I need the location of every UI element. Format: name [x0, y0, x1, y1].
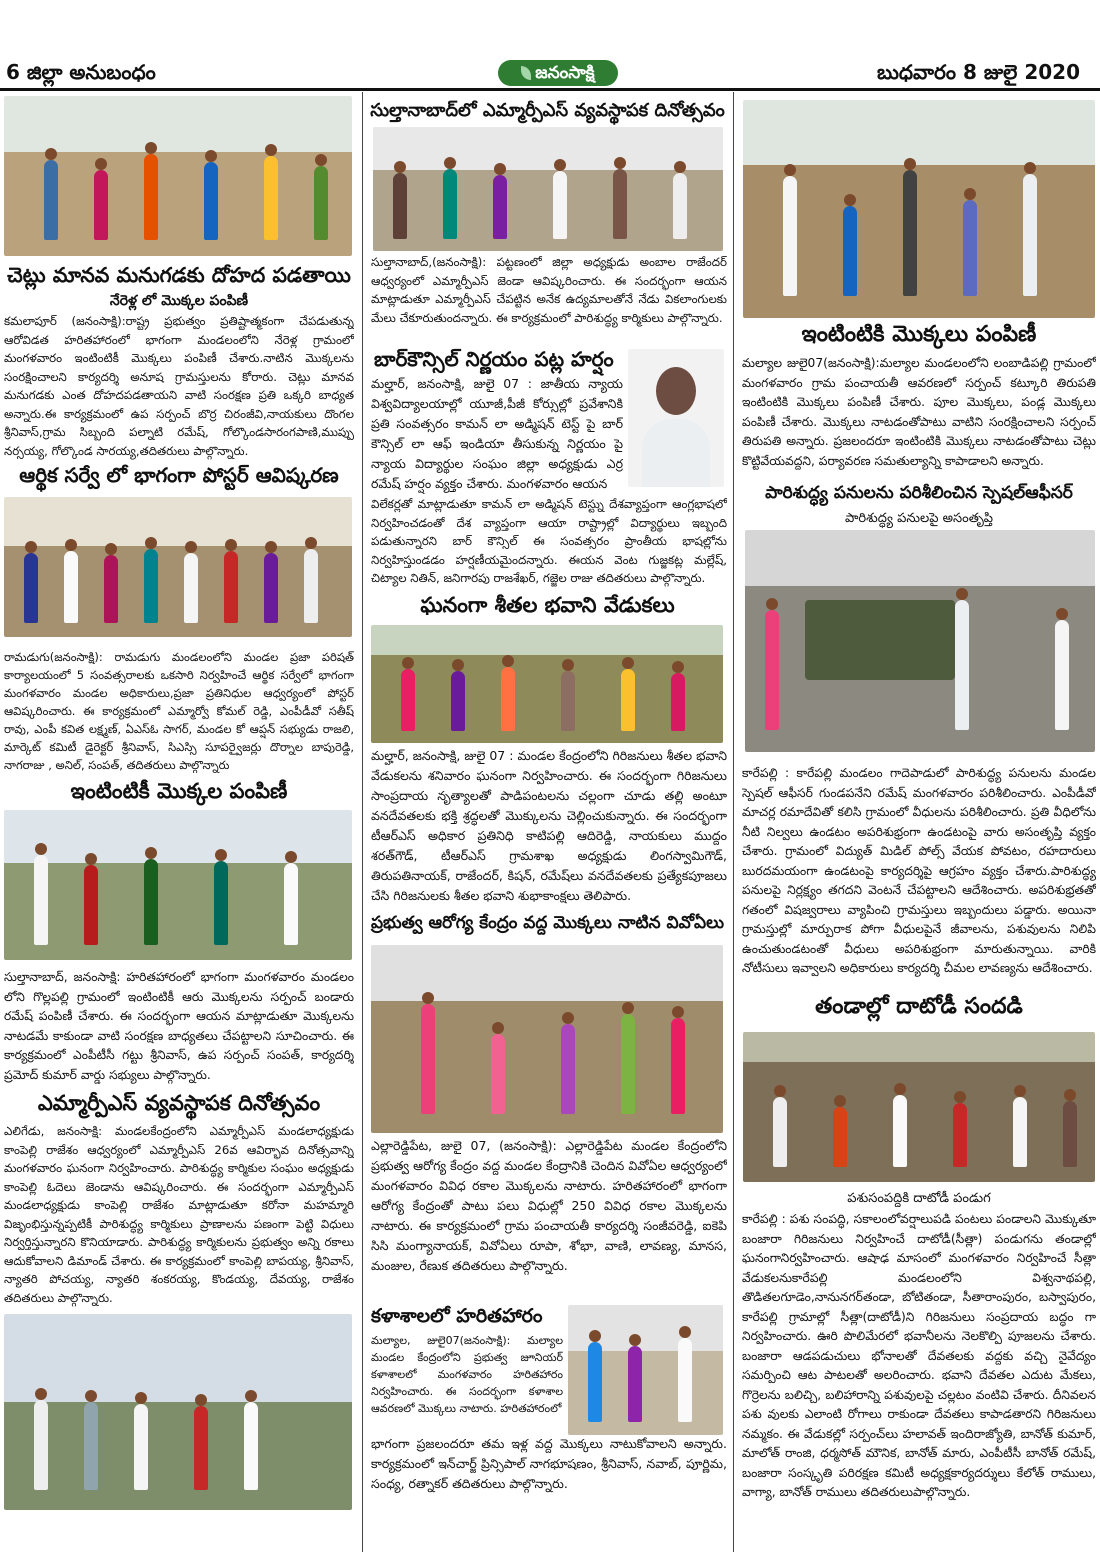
photo-sanitation-inspection	[745, 530, 1095, 752]
headline: సుల్తానాబాద్‌లో ఎమ్మార్పీఎస్ వ్యవస్థాపక దినోత్సవం	[370, 100, 725, 121]
leaf-icon	[521, 66, 531, 80]
photo-saplings-distribution	[743, 100, 1095, 318]
photo-caption: పశుసంపద్దికి దాటోడీ పండుగ	[847, 1191, 991, 1206]
photo-mrps-celebration	[4, 1314, 352, 1510]
headline: ఇంటింటికీ మొక్కల పంపిణీ	[70, 779, 288, 803]
headline: బార్‌కౌన్సిల్ నిర్ణయం పట్ల హర్షం	[374, 347, 614, 371]
photo-sheetala-bhavani	[371, 625, 723, 743]
headline: పారిశుద్ధ్య పనులను పరిశీలించిన స్పెషల్‌ఆఫీసర్	[765, 483, 1073, 503]
photo-poster-release	[4, 497, 352, 637]
masthead	[0, 0, 1100, 92]
newspaper-logo	[498, 60, 618, 86]
photo-college-haritha-haram	[568, 1305, 723, 1435]
headline: చెట్లు మానవ మనుగడకు దోహద పడతాయి	[7, 263, 351, 287]
article-body: మల్హార్, జనంసాక్షి, జులై 07 : జాతీయ న్యాయ విశ్వవిద్యాలయాల్లో యూజీ,పీజీ కోర్సుల్లో ప్రవేశానికి ప్రతి సంవత్సరం కామన్ లా అడ్మిషన్ టెస్ట్ పై బార్ కౌన్సిల్ లా ఆఫ్ ఇండియా తీసుకున్న నిర్ణయం పై న్యాయ విద్యార్థుల సంఘం జిల్లా అధ్యక్షుడు ఎర్ర రమేష్ హర్షం వ్యక్తం చేశారు. మంగళవారం ఆయన	[371, 376, 623, 491]
article-body: సుల్తానాబాద్,(జనంసాక్షి): పట్టణంలో జిల్లా అధ్యక్షుడు అంబాల రాజేందర్ ఆధ్వర్యంలో ఎమ్మార్పీఎస్ జెండా ఆవిష్కరించారు. ఈ సందర్భంగా ఆయన మాట్లాడుతూ ఎమ్మార్పీఎస్ చేపట్టిన అనేక ఉద్యమాలతోనే నేడు వికలాంగులకు మేలు చేకూరుతుందన్నారు. ఈ కార్యక్రమంలో పారిశుద్ధ్య కార్మికులు పాల్గొన్నారు.	[371, 255, 727, 325]
article-body: మల్యాల జులై07(జనంసాక్షి):మల్యాల మండలంలోని లంబాడిపల్లి గ్రామంలో మంగళవారం గ్రామ పంచాయతీ ఆవరణలో సర్పంచ్ కట్కూరి తిరుపతి ఇంటింటికి మొక్కలు పంపిణీ చేశారు. పూల మొక్కలు, పండ్ల మొక్కలు పంపిణీ చేశారు. మొక్కలు నాటడంతోపాటు వాటిని సంరక్షించాలని సర్పంచ్ తిరుపతి అన్నారు. ప్రజలందరూ ఇంటింటికి మొక్కలు నాటడంతోపాటు చెట్లు కొట్టివేయవద్దని, పర్యావరణ సమతుల్యాన్ని కాపాడాలని అన్నారు.	[742, 356, 1096, 468]
headline: ఎమ్మార్పీఎస్ వ్యవస్థాపక దినోత్సవం	[37, 1091, 321, 1115]
article-body: కారేపల్లి : కారేపల్లి మండలం గాదెపాడులో పారిశుద్ధ్య పనులను మండల స్పెషల్ ఆఫీసర్ గుండపనేని రమేష్ మంగళవారం పరిశీలించారు. ఎంపీడీవో మాచర్ల రమాదేవితో కలిసి గ్రామంలో వీధులను పరిశీలించారు. ప్రతి వీధిలోను నీటి నిల్వలు ఉండటం అపరిశుభ్రంగా ఉండటంపై వారు అసంతృప్తి వ్యక్తం చేశారు. గ్రామంలో విద్యుత్ మిడిల్ పోల్స్ వేయక పోవటం, రహదారులు బురదమయంగా ఉండటంపై కార్యదర్శిపై ఆగ్రహం వ్యక్తం చేశారు.పారిశుద్ధ్య పనులపై నిర్లక్ష్యం తగదని వెంటనే చేపట్టాలని ఆదేశించారు. అపరిశుభ్రతతో గతంలో విషజ్వరాలు వ్యాపించి గ్రామస్తులు ఇబ్బందులు పడ్డారు. అయినా గ్రామస్తుల్లో మార్పురాక పోగా వీధులపైనే జీవాలను, పశువులను నిలిపి ఉంచుతుండటంతో వీధులు అపరిశుభ్రంగా మారుతున్నాయి. వారికి నోటీసులు ఇవ్వాలని అధికారులు కార్యదర్శి చీమల లావణ్యను ఆదేశించారు.	[742, 766, 1096, 975]
headline: ఇంటింటికి మొక్కలు పంపిణీ	[801, 322, 1037, 347]
article-body: భాగంగా ప్రజలందరూ తమ ఇళ్ల వద్ద మొక్కలు నాటుకోవాలని అన్నారు. కార్యక్రమంలో ఇన్‌చార్జ్ ప్రిన్సిపాల్ నాగభూషణం, శ్రీనివాస్, నవాబ్, పూర్ణిమ, సంధ్య, రత్నాకర్ తదితరులు పాల్గొన్నారు.	[371, 1436, 727, 1491]
article-body: మల్హార్, జనంసాక్షి, జులై 07 : మండల కేంద్రంలోని గిరిజనులు శీతల భవాని వేడుకలను శనివారం ఘనంగా నిర్వహించారు. ఈ సందర్భంగా గిరిజనులు సాంప్రదాయ నృత్యాలతో పాడిపంటలను చల్లంగా చూడు తల్లి అంటూ వనదేవతలకు భక్తి శ్రద్ధలతో మొక్కులను చెల్లించుకున్నారు. ఈ సందర్భంగా టీఆర్ఎస్ అధికార ప్రతినిధి కాటిపల్లి ఆదిరెడ్డి, నాయకులు ముద్దం శరత్‌గౌడ్, టీఆర్ఎస్ గ్రామశాఖ అధ్యక్షుడు లింగస్వామిగౌడ్, తిరుపతినాయక్, రాజేందర్, కిషన్, రమేష్‌లు వనదేవతలకు ప్రత్యేకపూజలు చేసి గిరిజనులకు శీతల భవాని శుభాకాంక్షలు తెలిపారు.	[371, 748, 727, 903]
photo-voas-planting	[371, 945, 723, 1133]
article-body: ఎలిగేడు, జనంసాక్షి: మండలకేంద్రంలోని ఎమ్మార్పీఎస్ మండలాధ్యక్షుడు కాంపెల్లి రాజేశం ఆధ్వర్యంలో ఎమ్మార్పీఎస్ 26వ ఆవిర్భావ దినోత్సవాన్ని మంగళవారం ఘనంగా నిర్వహించారు. పారిశుద్ధ్య కార్మికుల సంఘం అధ్యక్షుడు కాంపెల్లి ఓదెలు జెండాను ఆవిష్కరించారు. ఈ సందర్భంగా ఎమ్మార్పీఎస్ మండలాధ్యక్షుడు కాంపెల్లి రాజేశం మాట్లాడుతూ కరోనా మహమ్మారి విజృంభిస్తున్నప్పటికీ పారిశుద్ధ్య కార్మికులు ప్రాణాలను పణంగా పెట్టి విధులు నిర్వర్తిస్తున్నారని కొనియాడారు. పారిశుద్ధ్య కార్మికులను ప్రభుత్వం అన్ని రకాలు ఆదుకోవాలని డిమాండ్ చేశారు. ఈ కార్యక్రమంలో కాంపెల్లి బాపయ్య, శ్రీనివాస్, న్యాతరి పోచయ్య, న్యాతరి శంకరయ్య, కొండయ్య, దేవయ్య, రాజేశం తదితరులు పాల్గొన్నారు.	[4, 1124, 354, 1305]
article-body: కమలాపూర్ (జనంసాక్షి):రాష్ట్ర ప్రభుత్వం ప్రతిష్టాత్మకంగా చేపడుతున్న ఆరోవిడత హరితహారంలో భాగంగా మండలంలోని నేరెళ్ల గ్రామంలో మంగళవారం ఇంటింటికీ మొక్కలు పంపిణీ చేశారు.నాటిన మొక్కలను సంరక్షించాలని కార్యదర్శి అనూష గ్రామస్తులను కోరారు. చెట్లు మానవ మనుగడకు ఎంత దోహదపడతాయని వాటి సంరక్షణ ప్రతి ఒక్కరి బాధ్యత అన్నారు.ఈ కార్యక్రమంలో ఉప సర్పంచ్ బొర్ర చిరంజీవి,నాయకులు దొంగల శ్రీనివాస్,గ్రామ సిబ్బంది పల్నాటి రమేష్, గోల్కొండసారంగపాణి,ముప్పు నర్సయ్య, గోల్కొండ సారయ్య,తదితరులు పాల్గొన్నారు.	[4, 314, 354, 458]
article-body: ఎల్లారెడ్డిపేట, జులై 07, (జనంసాక్షి): ఎల్లారెడ్డిపేట మండల కేంద్రంలోని ప్రభుత్వ ఆరోగ్య కేంద్రం వద్ద మండల కేంద్రానికి చెందిన వివోఏల ఆధ్వర్యంలో మంగళవారం వివిధ రకాల మొక్కలను నాటారు. హరితహారంలో భాగంగా ఆరోగ్య కేంద్రంతో పాటు పలు విధుల్లో 250 వివిధ రకాల మొక్కలను నాటారు. ఈ కార్యక్రమంలో గ్రామ పంచాయతీ కార్యదర్శి సంజీవరెడ్డి, ఐకెపి సిసి మంగ్యానాయక్, వివోఏలు రూపా, శోభా, వాణి, లావణ్య, మానస, మంజుల, రేణుక తదితరులు పాల్గొన్నారు.	[371, 1138, 727, 1273]
photo-sapling-handover	[4, 810, 352, 960]
photo-plant-distribution	[4, 96, 352, 256]
headline: కళాశాలలో హరితహారం	[371, 1305, 543, 1327]
headline: ఆర్థిక సర్వే లో భాగంగా పోస్టర్ ఆవిష్కరణ	[19, 463, 339, 487]
masthead-rule	[0, 88, 1100, 91]
logo-text: జనంసాక్షి	[535, 63, 595, 83]
headline: ఘనంగా శీతల భవాని వేడుకలు	[420, 593, 675, 617]
photo-flag-hoisting	[373, 127, 723, 251]
headline: ప్రభుత్వ ఆరోగ్య కేంద్రం వద్ద మొక్కలు నాటిన వివోఏలు	[370, 913, 725, 933]
column-divider	[733, 92, 734, 1552]
page-label: 6 జిల్లా అనుబంధం	[6, 60, 156, 84]
article-body: విలేకర్లతో మాట్లాడుతూ కామన్ లా అడ్మిషన్ టెస్ట్ను దేశవ్యాప్తంగా ఆంగ్లభాషలో నిర్వహించడంతో దేశ వ్యాప్తంగా ఆయా రాష్ట్రాల్లో విద్యార్థులు ఇబ్బంది పడుతున్నారని బార్ కౌన్సిల్ ఈ సంవత్సరం ప్రాంతీయ భాషల్లోను నిర్వహిస్తుండడం హర్షణీయమైందన్నారు. ఈయన వెంట గుజ్జకట్ల మల్లేష్, చిట్యాల నితిన్, జనిగారపు రాజశేఖర్, గజ్జెల రాజు తదితరులు పాల్గొన్నారు.	[371, 497, 727, 585]
photo-datodi-festival	[743, 1032, 1095, 1182]
article-body: సుల్తానాబాద్, జనంసాక్షి: హరితహారంలో భాగంగా మంగళవారం మండలం లోని గొల్లపల్లి గ్రామంలో ఇంటింటికీ ఆరు మొక్కలను సర్పంచ్ బండారు రమేష్ పంపిణీ చేశారు. ఈ సందర్భంగా ఆయన మాట్లాడుతూ మొక్కలను నాటడమే కాకుండా వాటి సంరక్షణ బాధ్యతలు చేపట్టాలని సూచించారు. ఈ కార్యక్రమంలో ఎంపీటీసీ గట్టు శ్రీనివాస్, ఉప సర్పంచ్ సంపత్, కార్యదర్శి ప్రమోద్ కుమార్ వార్డు సభ్యులు పాల్గొన్నారు.	[4, 970, 354, 1082]
subheadline: పారిశుద్ధ్య పనులపై అసంతృప్తి	[844, 511, 994, 526]
photo-ramesh-portrait	[628, 349, 724, 487]
issue-date: బుధవారం 8 జులై 2020	[876, 60, 1080, 84]
article-body: కారేపల్లి : పశు సంపద్ధి, సకాలంలోవర్షాలుపడి పంటలు పండాలని మొక్కుతూ బంజారా గిరిజనులు నిర్వహించే దాటోడీ(సీత్లా) పండుగను తండాల్లో ఘనంగానిర్వహించారు. ఆషాఢ మాసంలో మంగళవారం నిర్వహించే సీత్లా వేడుకలనుకారేపల్లి మండలంలోని విశ్వనాథపల్లి, తొడితలగూడెం,నానునగర్‌తండా, బోటితండా, సీతారాంపురం, బస్వాపురం, కారేపల్లి గ్రామాల్లో సీత్లా(దాటోడీ)ని గిరిజనులు సంప్రదాయ బద్ధం గా నిర్వహించారు. ఊరి పొలిమేరలో భవానీలను నెలకొల్పి పూజలను చేశారు. బంజారా ఆడపడుచులు భోనాలతో దేవతలకు వద్దకు వచ్చి నైవేద్యం సమర్పించి ఆట పాటలతో అలరించారు. భవాని దేవతల ఎదుట మేకలు, గొర్రెలను బలిచ్చి, బలిహారాన్ని పశువులపై చల్లటం వంటివి చేశారు. దీనివలన పశు వులకు ఎలాంటి రోగాలు రాకుండా దేవతలు కాపాడతారని గిరిజనులు నమ్మకం. ఈ వేడుకల్లో సర్పంచ్‌లు హలావత్ ఇందిరాజ్యోతి, బానోత్ కుమార్, మాలోత్ రాంజి, ధర్మసోత్ మౌనిక, బానోత్ మారు, ఎంపీటీసీ బానోత్ రమేష్, బంజారా సంస్కృతి పరిరక్షణ కమిటీ అధ్యక్షకార్యదర్శులు కేలోత్ రాములు, వాగ్యా, బానోత్ రాములు తదితరులుపాల్గొన్నారు.	[742, 1212, 1096, 1499]
subheadline: నేరెళ్ల లో మొక్కల పంపిణీ	[109, 293, 249, 309]
article-body: రామడుగు(జనంసాక్షి): రామడుగు మండలంలోని మండల ప్రజా పరిషత్ కార్యాలయంలో 5 సంవత్సరాలకు ఒకసారి నిర్వహించే ఆర్థిక సర్వేలో భాగంగా మంగళవారం మండల అధికారులు,ప్రజా ప్రతినిధుల ఆధ్వర్యంలో పోస్టర్ ఆవిష్కరించారు. ఈ కార్యక్రమంలో ఎమ్మార్వో కోమల్ రెడ్డి, ఎంపీడీవో సతీష్ రావు, ఎంపీ కవిత లక్ష్మణ్, ఏఎస్ఓ సాగర్, మండల కో ఆప్షన్ సభ్యుడు రాజలి, మార్కెట్ కమిటీ డైరెక్టర్ శ్రీనివాస్, సిఎస్సి సూపర్వైజర్లు దొర్నాల బాపురెడ్డి, నాగరాజు , అనిల్, సంపత్, తదితరులు పాల్గొన్నారు	[4, 650, 354, 772]
column-divider	[362, 92, 363, 1552]
headline: తండాల్లో దాటోడీ సందడి	[815, 994, 1023, 1019]
article-body: మల్యాల, జులై07(జనంసాక్షి): మల్యాల మండల కేంద్రంలోని ప్రభుత్వ జూనియర్ కళాశాలలో మంగళవారం హరితహారం నిర్వహించారు. ఈ సందర్భంగా కళాశాల ఆవరణలో మొక్కలు నాటారు. హరితహారంలో	[371, 1334, 563, 1415]
